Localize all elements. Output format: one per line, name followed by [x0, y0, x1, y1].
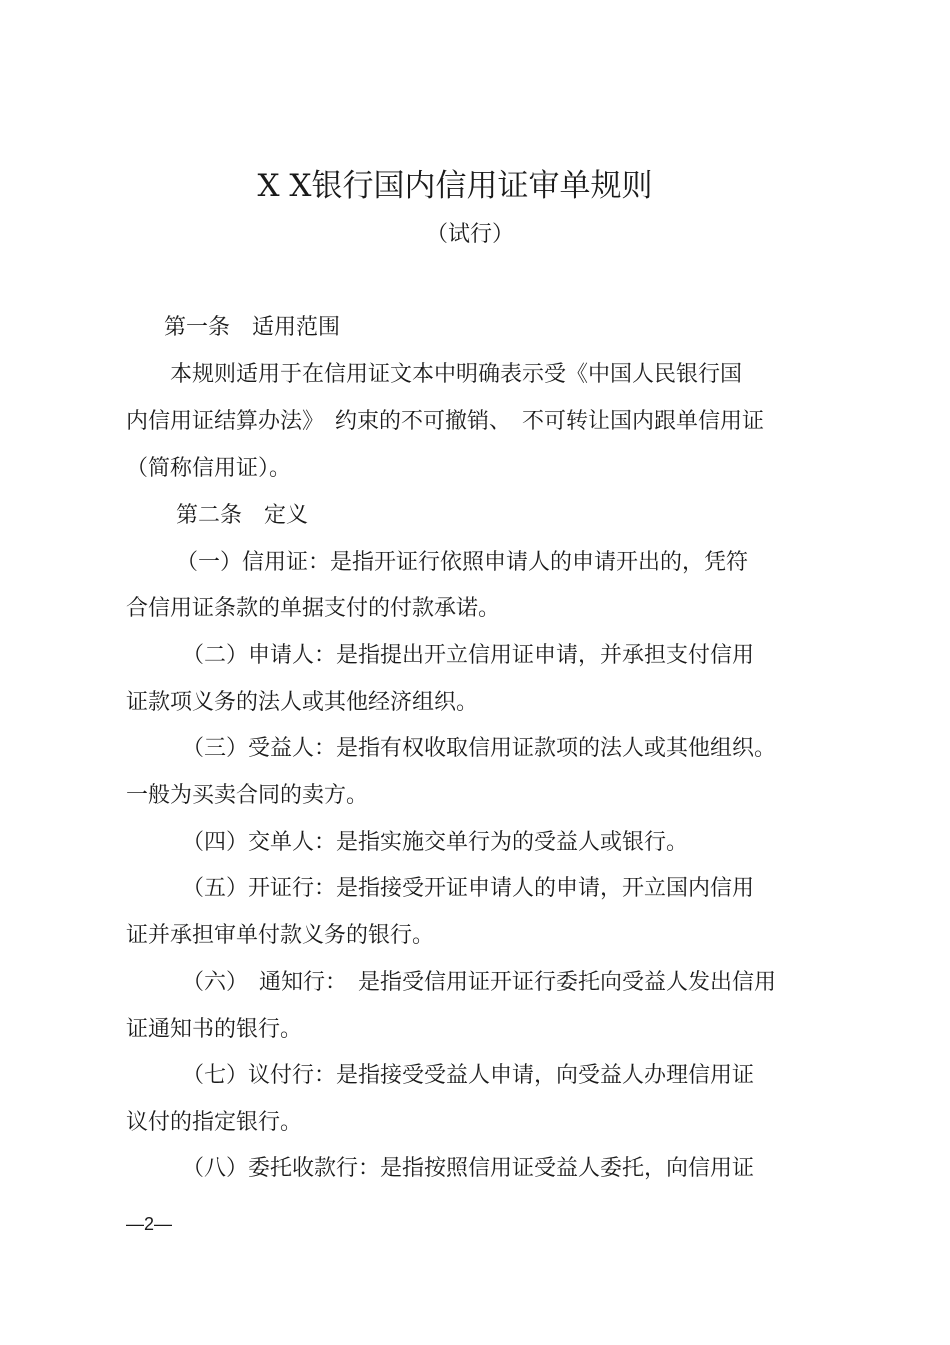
document-title: X X银行国内信用证审单规则 [257, 168, 653, 204]
paragraph-line: （八）委托收款行：是指按照信用证受益人委托，向信用证 [182, 1156, 755, 1181]
paragraph-line: （六） 通知行： 是指受信用证开证行委托向受益人发出信用 [182, 970, 777, 995]
document-subtitle: （试行） [425, 222, 514, 247]
paragraph-line: 一般为买卖合同的卖方。 [126, 783, 369, 808]
paragraph-line: 证通知书的银行。 [126, 1017, 303, 1042]
paragraph-line: 证款项义务的法人或其他经济组织。 [126, 690, 479, 715]
paragraph-line: 合信用证条款的单据支付的付款承诺。 [126, 596, 501, 621]
paragraph-line: （二）申请人：是指提出开立信用证申请，并承担支付信用 [182, 643, 755, 668]
paragraph-line: 本规则适用于在信用证文本中明确表示受《中国人民银行国 [170, 362, 743, 387]
paragraph-line: （一）信用证：是指开证行依照申请人的申请开出的，凭符 [176, 550, 749, 575]
paragraph-line: （七）议付行：是指接受受益人申请，向受益人办理信用证 [182, 1063, 755, 1088]
paragraph-line: （三）受益人：是指有权收取信用证款项的法人或其他组织。 [182, 736, 777, 761]
paragraph-line: 内信用证结算办法》 约束的不可撤销、 不可转让国内跟单信用证 [126, 409, 765, 434]
paragraph-line: 证并承担审单付款义务的银行。 [126, 923, 435, 948]
article-heading: 第二条 定义 [176, 503, 309, 528]
paragraph-line: （五）开证行：是指接受开证申请人的申请，开立国内信用 [182, 876, 755, 901]
paragraph-line: （四）交单人：是指实施交单行为的受益人或银行。 [182, 830, 689, 855]
paragraph-line: （简称信用证）。 [126, 456, 292, 481]
paragraph-line: 议付的指定银行。 [126, 1110, 303, 1135]
article-heading: 第一条 适用范围 [164, 315, 341, 340]
page-number: —2— [126, 1214, 173, 1234]
